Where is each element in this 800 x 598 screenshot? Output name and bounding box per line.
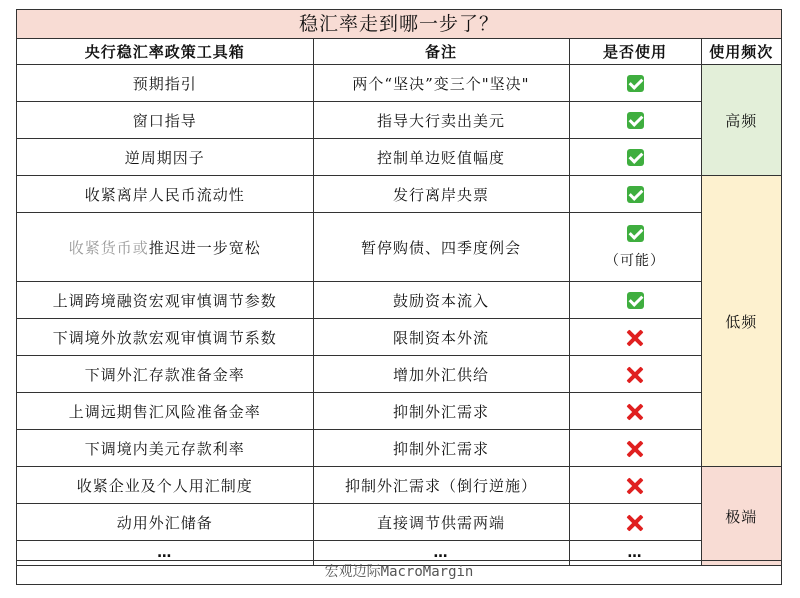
- tool-cell: 收紧企业及个人用汇制度: [17, 467, 313, 504]
- cross-icon: [626, 440, 644, 458]
- table-row: [17, 393, 781, 430]
- tool-cell: 动用外汇储备: [17, 504, 313, 541]
- cross-icon: [626, 514, 644, 532]
- cross-icon: [626, 329, 644, 347]
- used-cell: …: [569, 541, 701, 566]
- note-cell: 控制单边贬值幅度: [313, 139, 569, 176]
- used-cell: [569, 139, 701, 176]
- note-cell: 鼓励资本流入: [313, 282, 569, 319]
- header-used: 是否使用: [569, 38, 701, 65]
- note-cell: 限制资本外流: [313, 319, 569, 356]
- header-frequency: 使用频次: [701, 38, 781, 65]
- table-row: [17, 356, 781, 393]
- frequency-extreme: 极端: [701, 467, 781, 566]
- table-row: [17, 139, 781, 176]
- note-cell: 抑制外汇需求: [313, 393, 569, 430]
- table-row: [17, 65, 781, 102]
- used-cell: [569, 467, 701, 504]
- table-row: [17, 102, 781, 139]
- tool-cell: 下调外汇存款准备金率: [17, 356, 313, 393]
- cross-icon: [626, 477, 644, 495]
- page-title: 稳汇率走到哪一步了？: [17, 10, 781, 39]
- used-cell: [569, 430, 701, 467]
- check-icon: [627, 186, 644, 203]
- table-row: [17, 282, 781, 319]
- table-row: [17, 176, 781, 213]
- footer-watermark: 宏观边际MacroMargin: [17, 560, 781, 584]
- check-icon: [627, 75, 644, 92]
- used-cell: [569, 213, 701, 282]
- table-row: [17, 319, 781, 356]
- cross-icon: [626, 366, 644, 384]
- note-cell: …: [313, 541, 569, 566]
- cross-icon: [626, 403, 644, 421]
- note-cell: 暂停购债、四季度例会: [313, 213, 569, 282]
- header-tool: 央行稳汇率政策工具箱: [17, 38, 313, 65]
- tool-cell: 逆周期因子: [17, 139, 313, 176]
- note-cell: 两个“坚决”变三个"坚决": [313, 65, 569, 102]
- tool-cell: 上调跨境融资宏观审慎调节参数: [17, 282, 313, 319]
- policy-table-frame: [16, 9, 782, 585]
- note-cell: 抑制外汇需求: [313, 430, 569, 467]
- header-row: [17, 38, 781, 65]
- tool-cell: 下调境外放款宏观审慎调节系数: [17, 319, 313, 356]
- note-cell: 直接调节供需两端: [313, 504, 569, 541]
- used-cell: [569, 356, 701, 393]
- note-cell: 抑制外汇需求（倒行逆施）: [313, 467, 569, 504]
- used-cell: [569, 65, 701, 102]
- frequency-low: 低频: [701, 176, 781, 467]
- used-note: （可能）: [605, 253, 665, 270]
- tool-cell: …: [17, 541, 313, 566]
- frequency-high: 高频: [701, 65, 781, 176]
- used-cell: [569, 282, 701, 319]
- note-cell: 发行离岸央票: [313, 176, 569, 213]
- check-icon: [627, 149, 644, 166]
- table-row: [17, 467, 781, 504]
- check-icon: [627, 112, 644, 129]
- used-cell: [569, 393, 701, 430]
- tool-cell: 下调境内美元存款利率: [17, 430, 313, 467]
- used-cell: [569, 504, 701, 541]
- tool-text: 推迟进一步宽松: [148, 238, 261, 257]
- tool-muted-text: 收紧货币或: [68, 238, 149, 257]
- note-cell: 增加外汇供给: [313, 356, 569, 393]
- table-row: [17, 213, 781, 282]
- tool-cell: 上调远期售汇风险准备金率: [17, 393, 313, 430]
- tool-cell: [17, 213, 313, 282]
- note-cell: 指导大行卖出美元: [313, 102, 569, 139]
- table-row: [17, 430, 781, 467]
- used-cell: [569, 176, 701, 213]
- policy-table: [17, 38, 781, 566]
- table-row: [17, 504, 781, 541]
- check-icon: [627, 292, 644, 309]
- tool-cell: 窗口指导: [17, 102, 313, 139]
- tool-cell: 预期指引: [17, 65, 313, 102]
- used-cell: [569, 102, 701, 139]
- header-note: 备注: [313, 38, 569, 65]
- used-cell: [569, 319, 701, 356]
- tool-cell: 收紧离岸人民币流动性: [17, 176, 313, 213]
- check-icon: [627, 225, 644, 242]
